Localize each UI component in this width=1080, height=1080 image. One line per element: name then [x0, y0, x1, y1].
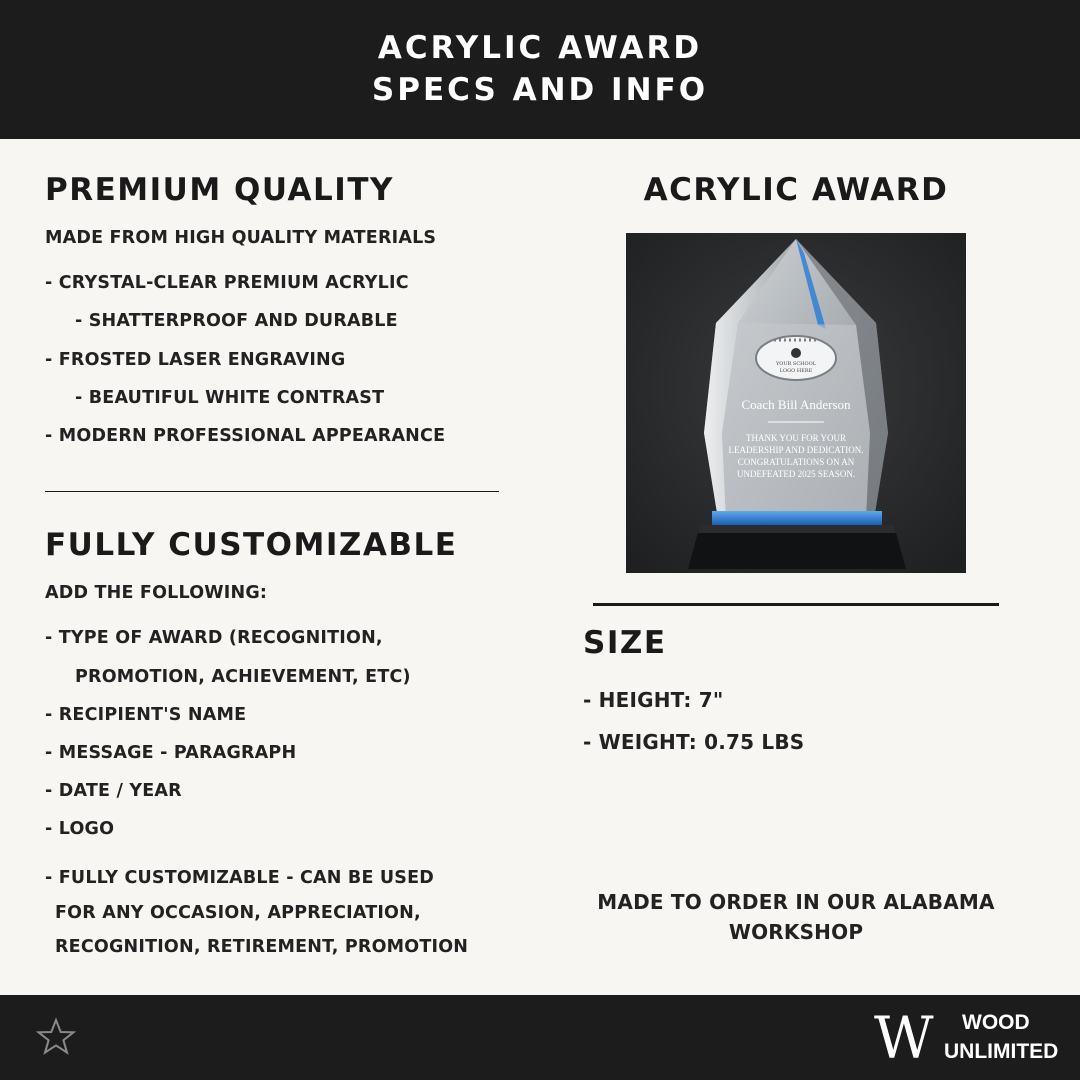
- premium-quality-heading: PREMIUM QUALITY: [45, 172, 394, 208]
- acrylic-award-image: [626, 233, 966, 573]
- customizable-intro: ADD THE FOLLOWING:: [45, 583, 268, 603]
- customizable-closing-line: RECOGNITION, RETIREMENT, PROMOTION: [55, 937, 469, 957]
- engraved-logo-text: YOUR SCHOOL: [775, 361, 817, 367]
- star-outline-icon: [36, 1017, 76, 1057]
- premium-subitem: - BEAUTIFUL WHITE CONTRAST: [75, 388, 385, 408]
- customizable-item: - DATE / YEAR: [45, 781, 182, 801]
- customizable-item: - LOGO: [45, 819, 115, 839]
- premium-subitem: - SHATTERPROOF AND DURABLE: [75, 311, 398, 331]
- customizable-item: - TYPE OF AWARD (RECOGNITION,: [45, 628, 383, 648]
- product-heading: ACRYLIC AWARD: [643, 172, 949, 208]
- header-title-line-1: ACRYLIC AWARD: [377, 30, 703, 66]
- logo-text-unlimited: UNLIMITED: [944, 1040, 1059, 1063]
- premium-item: - CRYSTAL-CLEAR PREMIUM ACRYLIC: [45, 273, 409, 293]
- header-banner: [0, 0, 1080, 139]
- made-to-order-line-2: WORKSHOP: [728, 920, 864, 944]
- logo-text-wood: WOOD: [962, 1011, 1030, 1034]
- customizable-item: - MESSAGE - PARAGRAPH: [45, 743, 297, 763]
- premium-item: - MODERN PROFESSIONAL APPEARANCE: [45, 426, 446, 446]
- customizable-item-continued: PROMOTION, ACHIEVEMENT, ETC): [75, 667, 411, 687]
- engraved-message-line: LEADERSHIP AND DEDICATION.: [728, 445, 864, 455]
- made-to-order-line-1: MADE TO ORDER IN OUR ALABAMA: [597, 890, 995, 914]
- header-title-line-2: SPECS AND INFO: [371, 72, 709, 108]
- engraved-message-line: UNDEFEATED 2025 SEASON.: [736, 469, 856, 479]
- customizable-closing-line: - FULLY CUSTOMIZABLE - CAN BE USED: [45, 868, 434, 888]
- size-height: - HEIGHT: 7": [583, 688, 724, 712]
- size-weight: - WEIGHT: 0.75 LBS: [583, 730, 805, 754]
- premium-item: - FROSTED LASER ENGRAVING: [45, 350, 346, 370]
- size-divider: [593, 603, 999, 606]
- premium-intro: MADE FROM HIGH QUALITY MATERIALS: [45, 228, 437, 248]
- logo-w-mark: W: [874, 1004, 916, 1072]
- customizable-item: - RECIPIENT'S NAME: [45, 705, 247, 725]
- engraved-message-line: THANK YOU FOR YOUR: [745, 433, 847, 443]
- engraved-message-line: CONGRATULATIONS ON AN: [737, 457, 855, 467]
- wood-unlimited-logo: [874, 1004, 1059, 1072]
- product-photo: [626, 233, 966, 573]
- engraved-logo-text: LOGO HERE: [779, 368, 813, 374]
- size-heading: SIZE: [583, 625, 667, 661]
- customizable-heading: FULLY CUSTOMIZABLE: [45, 527, 458, 563]
- engraved-name: Coach Bill Anderson: [741, 397, 851, 412]
- section-divider: [45, 491, 499, 492]
- customizable-closing-line: FOR ANY OCCASION, APPRECIATION,: [55, 903, 421, 923]
